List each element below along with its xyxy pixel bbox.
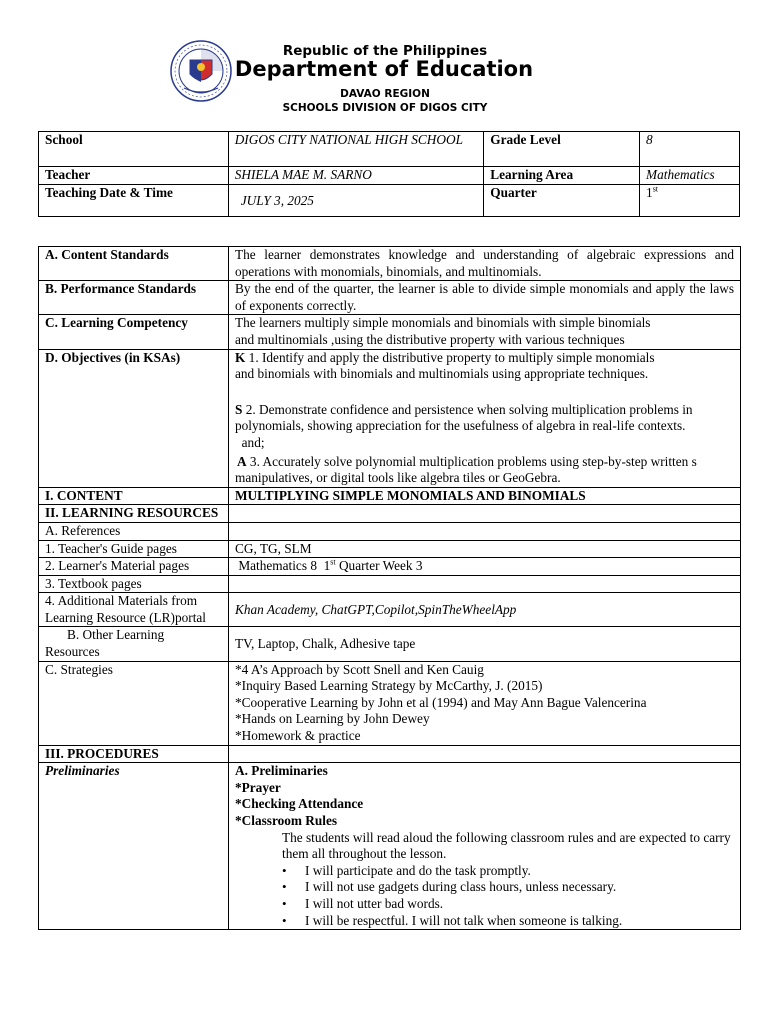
other-label-line: Resources	[45, 644, 100, 660]
objective-s	[235, 400, 734, 419]
objective-k-cont: and binomials with binomials and multinomials using appropriate techniques.	[235, 366, 649, 382]
textbook-label: 3. Textbook pages	[39, 575, 229, 593]
competency-line: and multinomials ,using the distributive property with various techniques	[235, 331, 625, 347]
quarter-value	[640, 184, 740, 216]
lm-value-rest: Quarter Week 3	[335, 558, 423, 574]
info-table	[38, 131, 740, 217]
lm-value-suffix: st	[330, 557, 336, 567]
school-value: DIGOS CITY NATIONAL HIGH SCHOOL	[228, 132, 484, 167]
procedures-label: III. PROCEDURES	[39, 745, 229, 763]
procedures-value	[229, 745, 741, 763]
objective-a-letter: A	[237, 453, 247, 469]
prelim-item: *Checking Attendance	[235, 796, 364, 812]
references-value	[229, 522, 741, 540]
lm-label: 2. Learner's Material pages	[39, 558, 229, 576]
additional-value: Khan Academy, ChatGPT,Copilot,SpinTheWheelApp	[229, 593, 741, 627]
grade-value: 8	[640, 132, 740, 167]
rules-list	[235, 863, 734, 929]
prelim-item: *Prayer	[235, 779, 281, 795]
tg-value: CG, TG, SLM	[229, 540, 741, 558]
objective-s-cont: polynomials, showing appreciation for the usefulness of algebra in real-life contexts.	[235, 418, 686, 434]
objective-k	[235, 350, 734, 367]
competency-line: The learners multiply simple monomials and binomials with simple binomials	[235, 315, 651, 331]
quarter-label: Quarter	[484, 184, 640, 216]
additional-label: 4. Additional Materials from Learning Resource (LR)portal	[39, 593, 229, 627]
objective-a-text: 3. Accurately solve polynomial multiplication problems using step-by-step written s	[246, 453, 697, 469]
objectives-value	[229, 349, 741, 487]
area-label: Learning Area	[484, 167, 640, 185]
objective-k-letter: K	[235, 349, 246, 365]
content-label: I. CONTENT	[39, 487, 229, 505]
lm-value	[229, 558, 741, 576]
objective-k-text: 1. Identify and apply the distributive property to multiply simple monomials	[245, 349, 655, 365]
school-label: School	[39, 132, 229, 167]
tg-label: 1. Teacher's Guide pages	[39, 540, 229, 558]
republic-heading: Republic of the Philippines	[282, 43, 488, 59]
objective-s-text: 2. Demonstrate confidence and persistence when solving multiplication problems in	[242, 401, 693, 417]
date-value	[228, 184, 484, 216]
prelim-item: *Classroom Rules	[235, 813, 338, 828]
preliminaries-label: Preliminaries	[39, 763, 229, 930]
teacher-value: SHIELA MAE M. SARNO	[228, 167, 484, 185]
content-standards-label: A. Content Standards	[39, 247, 229, 281]
date-text: JULY 3, 2025	[240, 192, 314, 208]
objective-s-letter: S	[235, 401, 243, 417]
date-label: Teaching Date & Time	[39, 184, 229, 216]
division-heading: SCHOOLS DIVISION OF DIGOS CITY	[282, 102, 488, 114]
resources-label: II. LEARNING RESOURCES	[39, 505, 229, 523]
quarter-suffix: st	[652, 184, 659, 194]
strategy-item: *Cooperative Learning by John et al (1994) and May Ann Bague Valencerina	[235, 694, 647, 710]
rule-item: • I will be respectful. I will not talk when someone is talking.	[282, 913, 734, 930]
other-label-line: B. Other Learning	[67, 627, 165, 643]
performance-standards-value: By the end of the quarter, the learner is able to divide simple monomials and apply the laws of exponents correctly.	[229, 281, 741, 315]
prelim-title: A. Preliminaries	[235, 763, 328, 779]
strategy-item: *Hands on Learning by John Dewey	[235, 711, 430, 727]
strategy-item: *4 A’s Approach by Scott Snell and Ken Cauig	[235, 661, 484, 677]
textbook-value	[229, 575, 741, 593]
preliminaries-value	[229, 763, 741, 930]
strategy-item: *Inquiry Based Learning Strategy by McCarthy, J. (2015)	[235, 678, 543, 694]
region-heading: DAVAO REGION	[340, 88, 430, 100]
objective-a	[235, 452, 734, 471]
rule-item: • I will not use gadgets during class hours, unless necessary.	[282, 879, 734, 896]
objective-a-cont: manipulatives, or digital tools like algebra tiles or GeoGebra.	[235, 470, 561, 486]
department-heading: Department of Education	[234, 57, 534, 81]
other-label	[39, 627, 229, 661]
objective-s-and: and;	[235, 434, 265, 450]
competency-value	[229, 315, 741, 349]
lesson-plan-table	[38, 246, 741, 930]
resources-value	[229, 505, 741, 523]
rules-intro: The students will read aloud the following classroom rules and are expected to carry them all throughout the lesson.	[282, 829, 731, 862]
quarter-number: 1	[646, 184, 653, 200]
rule-item: • I will participate and do the task promptly.	[282, 863, 734, 880]
rule-item: • I will not utter bad words.	[282, 896, 734, 913]
area-value: Mathematics	[640, 167, 740, 185]
competency-label: C. Learning Competency	[39, 315, 229, 349]
strategy-item: *Homework & practice	[235, 728, 361, 744]
teacher-label: Teacher	[39, 167, 229, 185]
references-label: A. References	[39, 522, 229, 540]
performance-standards-label: B. Performance Standards	[39, 281, 229, 315]
content-standards-value: The learner demonstrates knowledge and understanding of algebraic expressions and operations with monomials, binomials, and multinomials.	[229, 247, 741, 281]
other-value: TV, Laptop, Chalk, Adhesive tape	[229, 627, 741, 661]
objectives-label: D. Objectives (in KSAs)	[39, 349, 229, 487]
content-value: MULTIPLYING SIMPLE MONOMIALS AND BINOMIALS	[229, 487, 741, 505]
grade-label: Grade Level	[484, 132, 640, 167]
lm-value-text: Mathematics 8 1	[235, 558, 331, 574]
strategies-value	[229, 661, 741, 745]
strategies-label: C. Strategies	[39, 661, 229, 745]
